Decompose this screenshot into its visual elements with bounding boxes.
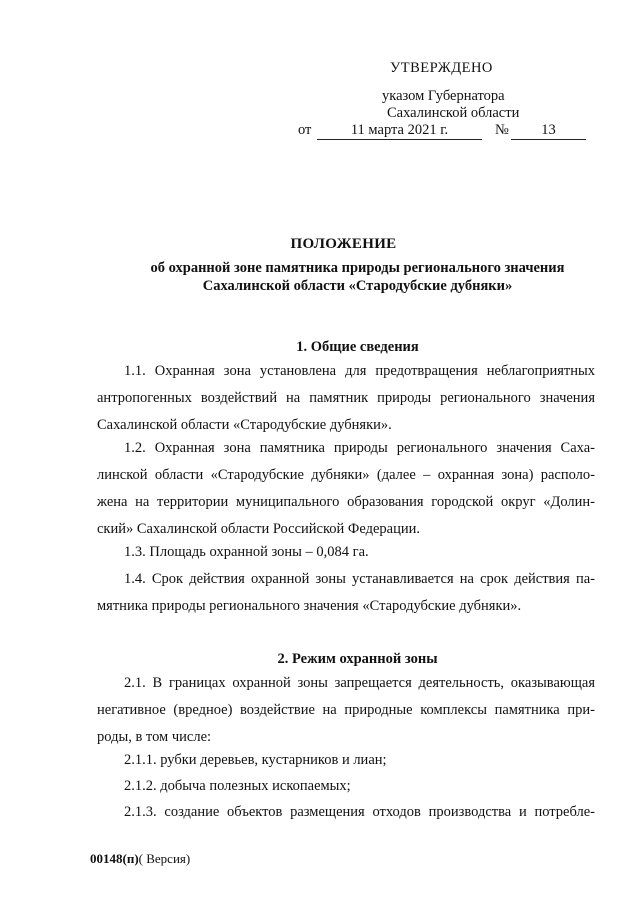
text-line: 1.4. Срок действия охранной зоны устанавливается на срок действия па- <box>124 571 595 587</box>
paragraph-1-4 <box>97 566 595 620</box>
decree-line-2: Сахалинской области <box>387 105 520 121</box>
document-subtitle-line-2: Сахалинской области «Стародубские дубняки» <box>202 278 513 294</box>
text-line: 2.1.1. рубки деревьев, кустарников и лиан; <box>124 752 387 768</box>
text-line: роды, в том числе: <box>97 729 212 745</box>
text-line: ский» Сахалинской области Российской Федерации. <box>97 521 421 537</box>
paragraph-1-2 <box>97 435 595 543</box>
approved-title: УТВЕРЖДЕНО <box>390 60 493 76</box>
paragraph-2-1-1 <box>97 747 595 774</box>
text-line: 2.1.3. создание объектов размещения отходов производства и потребле- <box>124 804 595 820</box>
decree-date-row <box>295 122 595 142</box>
decree-number: 13 <box>511 122 586 140</box>
paragraph-2-1-2 <box>97 773 595 800</box>
document-footer <box>90 851 190 867</box>
text-line: мятника природы регионального значения «Стародубские дубняки». <box>97 598 522 614</box>
text-line: 2.1.2. добыча полезных ископаемых; <box>124 778 351 794</box>
decree-line-1: указом Губернатора <box>382 88 505 104</box>
text-line: негативное (вредное) воздействие на природные комплексы памятника при- <box>97 702 595 718</box>
text-line: жена на территории муниципального образования городской округ «Долин- <box>97 494 595 510</box>
paragraph-1-1 <box>97 358 595 439</box>
text-line: линской области «Стародубские дубняки» (далее – охранная зона) располо- <box>97 467 595 483</box>
date-prefix: от <box>298 122 312 138</box>
document-title: ПОЛОЖЕНИЕ <box>290 236 397 252</box>
text-line: Сахалинской области «Стародубские дубняки». <box>97 417 392 433</box>
paragraph-2-1 <box>97 670 595 751</box>
paragraph-1-3 <box>97 539 595 566</box>
text-line: 2.1. В границах охранной зоны запрещается деятельность, оказывающая <box>124 675 595 691</box>
document-subtitle-line-1: об охранной зоне памятника природы регионального значения <box>150 260 565 276</box>
section-1-title: 1. Общие сведения <box>296 339 419 355</box>
document-code: 00148(п) <box>90 851 139 866</box>
number-prefix: № <box>495 122 509 138</box>
text-line: антропогенных воздействий на памятник природы регионального значения <box>97 390 595 406</box>
text-line: 1.3. Площадь охранной зоны – 0,084 га. <box>124 544 369 560</box>
document-version: ( Версия) <box>138 851 191 866</box>
text-line: 1.2. Охранная зона памятника природы регионального значения Саха- <box>124 440 595 456</box>
section-2-title: 2. Режим охранной зоны <box>277 651 438 667</box>
text-line: 1.1. Охранная зона установлена для предотвращения неблагоприятных <box>124 363 595 379</box>
paragraph-2-1-3 <box>97 799 595 826</box>
decree-date: 11 марта 2021 г. <box>317 122 482 140</box>
